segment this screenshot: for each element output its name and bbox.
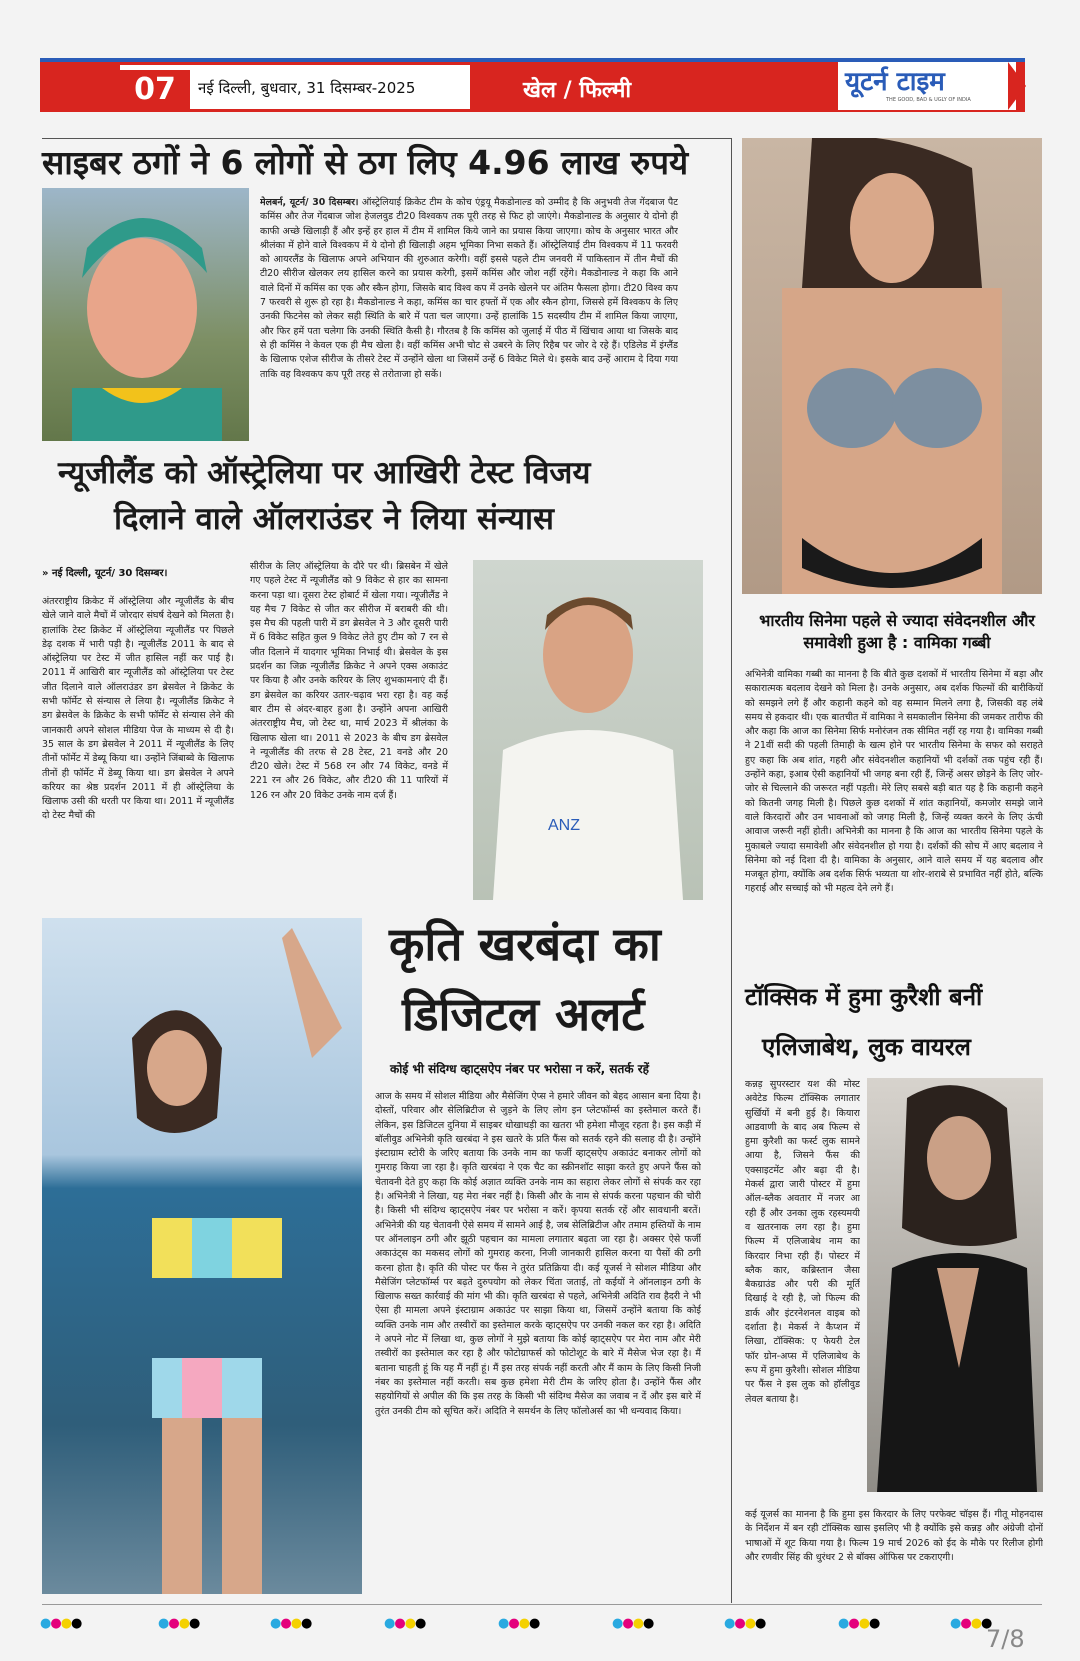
section-title: खेल / फिल्मी <box>523 78 632 103</box>
logo-arrow-icon <box>1008 62 1026 110</box>
registration-dots: ●●●● <box>498 1616 540 1631</box>
actress-illustration <box>742 138 1042 594</box>
story3-headline-line2: डिजिटल अलर्ट <box>402 987 645 1041</box>
story2-byline: » नई दिल्ली, यूटर्न/ 30 दिसम्बर। <box>42 568 168 579</box>
story1-headline: साइबर ठगों ने 6 लोगों से ठग लिए 4.96 लाख रुपये <box>42 143 689 182</box>
poster-illustration <box>867 1078 1043 1492</box>
beach-illustration <box>42 918 362 1594</box>
coach-illustration <box>42 188 249 441</box>
story5-headline-line1: टॉक्सिक में हुमा कुरैशी बनीं <box>745 983 983 1011</box>
page-number: 07 <box>120 70 190 110</box>
divider <box>42 138 732 139</box>
svg-text:ANZ: ANZ <box>548 817 580 834</box>
story2-photo-cricketer <box>473 560 703 900</box>
column-divider <box>731 138 732 1603</box>
registration-dots: ●●●● <box>950 1616 992 1631</box>
story4-body: अभिनेत्री वामिका गब्बी का मानना है कि बीते कुछ दशकों में भारतीय सिनेमा में बड़ा और सकारात्मक बदलाव देखने को मिला है। उनके अनुसार, अब दर्शक फिल्मों की बारीकियों को समझने लगे हैं और कहानी कहने को वह सम्मान मिलने लगा है, जिसकी वह लंबे समय से हकदार थी। एक बातचीत में वामिका ने समकालीन सिनेमा की जमकर तारीफ की और कहा कि आज का सिनेमा सिर्फ मनोरंजन तक सीमित नहीं रह गया है। वामिका गब्बी ने 21वीं सदी की पहली तिमाही के खत्म होने पर भारतीय सिनेमा के सफर को सराहते हुए कहा कि अब शांत, गहरी और संवेदनशील कहानियों भी दर्शकों तक पहुंच रही हैं। उन्होंने कहा, इआब ऐसी कहानियों भी जगह बना रही हैं, जिन्हें असर छोड़ने के लिए जोर-जोर से चिल्लाने की जरूरत नहीं पड़ती। मेरे लिए सबसे बड़ी बात यह है कि कहानी कहने को कितनी जगह मिली है। पिछले कुछ दशकों में शांत कहानियों, कमजोर समझे जाने वाले किरदारों और उन भावनाओं को जगह मिली है, जिन्हें व्यक्त करने के लिए ऊंची आवाज जरूरी नहीं होती। अभिनेत्री का मानना है कि आज का भारतीय सिनेमा पहले के मुकाबले ज्यादा समावेशी और संवेदनशील हो गया है। दर्शकों की सोच में आए बदलाव ने सिनेमा को नई दिशा दी है। वामिका के अनुसार, आने वाले समय में यह बदलाव और मजबूत होगा, क्योंकि अब दर्शक सिर्फ भव्यता या शोर-शराबे से प्रभावित नहीं होते, बल्कि गहराई और सच्चाई को भी महत्व देने लगे हैं। <box>745 669 1043 895</box>
masthead-logo: यूटर्न टाइम <box>845 67 945 97</box>
story2-body-col1: अंतरराष्ट्रीय क्रिकेट में ऑस्ट्रेलिया और न्यूजीलैंड के बीच खेले जाने वाले मैचों में जोरदार संघर्ष देखने को मिलता है। हालांकि टेस्ट क्रिकेट में ऑस्ट्रेलिया न्यूजीलैंड पर पिछले डेढ़ दशक में भारी पड़ी है। न्यूजीलैंड 2011 के बाद से ऑस्ट्रेलिया पर टेस्ट में जीत हासिल नहीं कर पाई है। 2011 में आखिरी बार न्यूजीलैंड को ऑस्ट्रेलिया पर टेस्ट जीत दिलाने वाले ऑलराउंडर डग ब्रेसवेल ने क्रिकेट के सभी फॉर्मेट से संन्यास ले लिया है। न्यूजीलैंड क्रिकेट ने डग ब्रेसवेल के क्रिकेट के सभी फॉर्मेट से संन्यास लेने की जानकारी अपने सोशल मीडिया पेज के माध्यम से दी है। 35 साल के डग ब्रेसवेल ने 2011 में न्यूजीलैंड के लिए तीनों फॉर्मेट में डेब्यू किया था। उन्होंने जिंबाब्वे के खिलाफ तीनों ही फॉर्मेट में डेब्यू किया था। डग ब्रेसवेल ने अपने करियर का श्रेष्ठ प्रदर्शन 2011 में ही ऑस्ट्रेलिया के खिलाफ उसी की धरती पर किया था। 2011 में न्यूजीलैंड दो टेस्ट मैचों की <box>42 596 234 822</box>
registration-dots: ●●●● <box>838 1616 880 1631</box>
registration-dots: ●●●● <box>612 1616 654 1631</box>
story3-headline-line1: कृति खरबंदा का <box>389 917 661 971</box>
story2-headline-line2: दिलाने वाले ऑलराउंडर ने लिया संन्यास <box>114 501 555 537</box>
story3-photo-beach <box>42 918 362 1594</box>
story3-subhead: कोई भी संदिग्ध व्हाट्सऐप नंबर पर भरोसा न करें, सतर्क रहें <box>390 1062 650 1076</box>
story1-photo-coach <box>42 188 249 441</box>
footer-rule <box>42 1604 1042 1605</box>
story1-body-text: ऑस्ट्रेलियाई क्रिकेट टीम के कोच एंड्रयू मैकडोनाल्ड को उम्मीद है कि अनुभवी तेज गेंदबाज पैट कमिंस और तेज गेंदबाज जोश हेजलवुड टी20 विश्वकप तक पूरी तरह से फिट हो जाएंगे। मैकडोनाल्ड के अनुसार ये दोनो ही काफी अच्छे खिलाड़ी हैं और इन्हें हर हाल में टीम में शामिल किये जाने का प्रयास किया जाएगा। कोच के अनुसार भारत और श्रीलंका में होने वाले विश्वकप में ये दोनो ही खिलाड़ी अहम भूमिका निभा सकते हैं। ऑस्ट्रेलियाई टीम विश्वकप में 11 फरवरी को आयरलैंड के खिलाफ अपने अभियान की शुरुआत करेगी। वहीं इससे पहले टीम जनवरी में पाकिस्तान में तीन मैचों की टी20 सीरीज खेलकर लय हासिल करने का प्रयास करेगी, इसमें कमिंस और जोश नहीं रहेंगे। मैकडोनाल्ड ने कहा कि आने वाले दिनों में कमिंस का एक और स्कैन होगा, जिसके बाद विश्व कप में उनके खेलने पर अंतिम फैसला होगा। टी20 विश्व कप 7 फरवरी से शुरू हो रहा है। मैकडोनाल्ड ने कहा, कमिंस का चार हफ्तों में एक और स्कैन होगा, जिससे हमें विश्वकप के लिए उनकी फिटनेस को लेकर सही स्थिति के बारे में पता चल जाएगा। उन्हें हालांकि 15 सदस्यीय टीम में शामिल किया जाएगा, और फिर हमें पता चलेगा कि उनकी स्थिति कैसी है। गौरतब है कि कमिंस को जुलाई में पीठ में खिंचाव आया था जिसके बाद से ही कमिंस ने केवल एक ही मैच खेला है। वहीं कमिंस अभी चोट से उबरने के लिए रिहैब पर जोर दे रहे हैं। एडिलेड में इंग्लैंड के खिलाफ एशेज सीरीज के तीसरे टेस्ट में उन्होंने खेला था जिसमें उन्हें 6 विकेट मिले थे। इसके बाद उन्हें आराम दे दिया गया ताकि वह विश्वकप कप पूरी तरह से तरोताजा हो सकें। <box>260 197 678 380</box>
story5-body-wide: कई यूजर्स का मानना है कि हुमा इस किरदार के लिए परफेक्ट चॉइस हैं। गीतू मोहनदास के निर्देशन में बन रही टॉक्सिक खास इसलिए भी है क्योंकि इसे कन्नड़ और अंग्रेजी दोनों भाषाओं में शूट किया गया है। फिल्म 19 मार्च 2026 को ईद के मौके पर रिलीज होगी और रणवीर सिंह की धुरंधर 2 से बॉक्स ऑफिस पर टकराएगी। <box>745 1509 1043 1563</box>
registration-dots: ●●●● <box>158 1616 200 1631</box>
registration-dots: ●●●● <box>384 1616 426 1631</box>
registration-dots: ●●●● <box>270 1616 312 1631</box>
story1-body <box>260 196 678 446</box>
dateline: नई दिल्ली, बुधवार, 31 दिसम्बर-2025 <box>198 79 416 97</box>
registration-dots: ●●●● <box>40 1616 82 1631</box>
page-indicator[interactable]: 7/8 <box>986 1625 1025 1653</box>
story4-headline: भारतीय सिनेमा पहले से ज्यादा संवेदनशील और समावेशी हुआ है : वामिका गब्बी <box>759 611 1035 652</box>
registration-dots: ●●●● <box>724 1616 766 1631</box>
story2-headline-line1: न्यूजीलैंड को ऑस्ट्रेलिया पर आखिरी टेस्ट विजय <box>58 455 591 491</box>
cricketer-illustration <box>473 560 703 900</box>
story4-photo-actress <box>742 138 1042 594</box>
story5-headline-line2: एलिजाबेथ, लुक वायरल <box>762 1033 971 1061</box>
story5-photo-poster <box>867 1078 1043 1492</box>
story5-body-narrow: कन्नड़ सुपरस्टार यश की मोस्ट अवेटेड फिल्म टॉक्सिक लगातार सुर्खियों में बनी हुई है। कियारा आडवाणी के बाद अब फिल्म से हुमा कुरैशी का फर्स्ट लुक सामने आया है, जिसने फैंस की एक्साइटमेंट और बढ़ा दी है। मेकर्स द्वारा जारी पोस्टर में हुमा ऑल-ब्लैक अवतार में नजर आ रही हैं और उनका लुक रहस्यमयी व खतरनाक लग रहा है। हुमा फिल्म में एलिजाबेथ नाम का किरदार निभा रही हैं। पोस्टर में ब्लैक कार, कब्रिस्तान जैसा बैकग्राउंड और परी की मूर्ति दिखाई दे रही है, जो फिल्म की डार्क और इंटरनेशनल वाइब को दर्शाता है। मेकर्स ने कैप्शन में लिखा, टॉक्सिक: ए फेयरी टेल फॉर ग्रोन-अप्स में एलिजाबेथ के रूप में हुमा कुरैशी। सोशल मीडिया पर फैंस ने इस लुक को हॉलीवुड लेवल बताया है। <box>745 1079 860 1405</box>
story1-byline: मेलबर्न, यूटर्न/ 30 दिसम्बर। <box>260 197 359 208</box>
story3-body: आज के समय में सोशल मीडिया और मैसेजिंग ऐप्स ने हमारे जीवन को बेहद आसान बना दिया है। दोस्तों, परिवार और सेलिब्रिटीज से जुड़ने के लिए लोग इन प्लेटफॉर्म्स का इस्तेमाल करते हैं। लेकिन, इस डिजिटल दुनिया में साइबर धोखाधड़ी का खतरा भी हमेशा मौजूद रहता है। इस कड़ी में बॉलीवुड अभिनेत्री कृति खरबंदा ने इस खतरे के प्रति फैंस को सतर्क रहने की सलाह दी है। उन्होंने इंस्टाग्राम स्टोरी के जरिए बताया कि उनके नाम का फर्जी व्हाट्सऐप अकाउंट बनाकर लोगों को गुमराह किया जा रहा है। कृति खरबंदा ने एक चैट का स्क्रीनशॉट साझा करते हुए अपने फैंस को चेतावनी देते हुए कहा कि कोई अज्ञात व्यक्ति उनके नाम का सहारा लेकर लोगों से संपर्क कर रहा है। अभिनेत्री ने लिखा, यह मेरा नंबर नहीं है। किसी और के नाम से संपर्क करना पहचान की चोरी है। किसी भी संदिग्ध व्हाट्सऐप नंबर पर भरोसा न करें। कृपया सतर्क रहें और सावधानी बरतें। अभिनेत्री की यह चेतावनी ऐसे समय में सामने आई है, जब सेलिब्रिटीज और तमाम हस्तियों के नाम पर ऑनलाइन ठगी और झूठी पहचान का मामला लगातार बढ़ता जा रहा है। अक्सर ऐसे फर्जी अकाउंट्स का मकसद लोगों को गुमराह करना, निजी जानकारी हासिल करना या पैसों की ठगी करना होता है। कृति की पोस्ट पर फैंस ने तुरंत प्रतिक्रिया दी। कई यूजर्स ने सोशल मीडिया और मैसेजिंग प्लेटफॉर्म्स पर बढ़ते दुरुपयोग को लेकर चिंता जताई, तो कईयों ने ऑनलाइन ठगी के खिलाफ सख्त कार्रवाई की मांग भी की। कृति खरबंदा से पहले, अभिनेत्री अदिति राव हैदरी ने भी ऐसा ही मामला अपने इंस्टाग्राम अकाउंट पर साझा किया था, जिसमें उन्होंने बताया कि कोई व्यक्ति उनके नाम और तस्वीरों का इस्तेमाल करके व्हाट्सऐप पर उनकी नकल कर रहा है। अदिति ने अपने नोट में लिखा था, कुछ लोगों ने मुझे बताया कि कोई व्हाट्सऐप पर मेरा नाम और मेरी तस्वीरों का इस्तेमाल कर रहा है और फोटोग्राफर्स को फोटोशूट के बारे में मैसेज भेज रहा है। मैं बताना चाहती हूं कि यह मैं नहीं हूं। मैं इस तरह संपर्क नहीं करती और मैं काम के लिए किसी निजी नंबर का इस्तेमाल नहीं करती। सब कुछ हमेशा मेरी टीम के जरिए होता है। उन्होंने फैंस और सहयोगियों से अपील की कि इस तरह के किसी भी संदिग्ध मैसेज का जवाब न दें और इस बारे में तुरंत उनकी टीम को सूचित करें। अदिति ने समर्थन के लिए फॉलोअर्स का भी धन्यवाद किया। <box>375 1091 701 1417</box>
logo-tagline: THE GOOD, BAD & UGLY OF INDIA <box>886 97 971 103</box>
story2-body-col2: सीरीज के लिए ऑस्ट्रेलिया के दौरे पर थी। ब्रिसबेन में खेले गए पहले टेस्ट में न्यूजीलैंड को 9 विकेट से हार का सामना करना पड़ा था। दूसरा टेस्ट होबार्ट में खेला गया। न्यूजीलैंड ने यह मैच 7 विकेट से जीत कर सीरीज में बराबरी की थी। इस मैच की पहली पारी में डग ब्रेसवेल ने 3 और दूसरी पारी में 6 विकेट सहित कुल 9 विकेट लेते हुए टीम को 7 रन से जीत दिलाने में यादगार भूमिका निभाई थी। ब्रेसवेल के इस प्रदर्शन का जिक्र न्यूजीलैंड क्रिकेट ने अपने एक्स अकाउंट पर किया है और उनके करियर के लिए शुभकामनाएं दी हैं। डग ब्रेसवेल का करियर उतार-चढ़ाव भरा रहा है। वह कई बार टीम से अंदर-बाहर हुआ है। उन्होंने अपना आखिरी अंतरराष्ट्रीय मैच, जो टेस्ट था, मार्च 2023 में श्रीलंका के खिलाफ खेला था। 2011 से 2023 के बीच डग ब्रेसवेल ने न्यूजीलैंड की तरफ से 28 टेस्ट, 21 वनडे और 20 टी20 खेले। टेस्ट में 568 रन और 74 विकेट, वनडे में 221 रन और 26 विकेट, और टी20 की 11 पारियों में 126 रन और 20 विकेट उनके नाम दर्ज हैं। <box>250 561 448 801</box>
